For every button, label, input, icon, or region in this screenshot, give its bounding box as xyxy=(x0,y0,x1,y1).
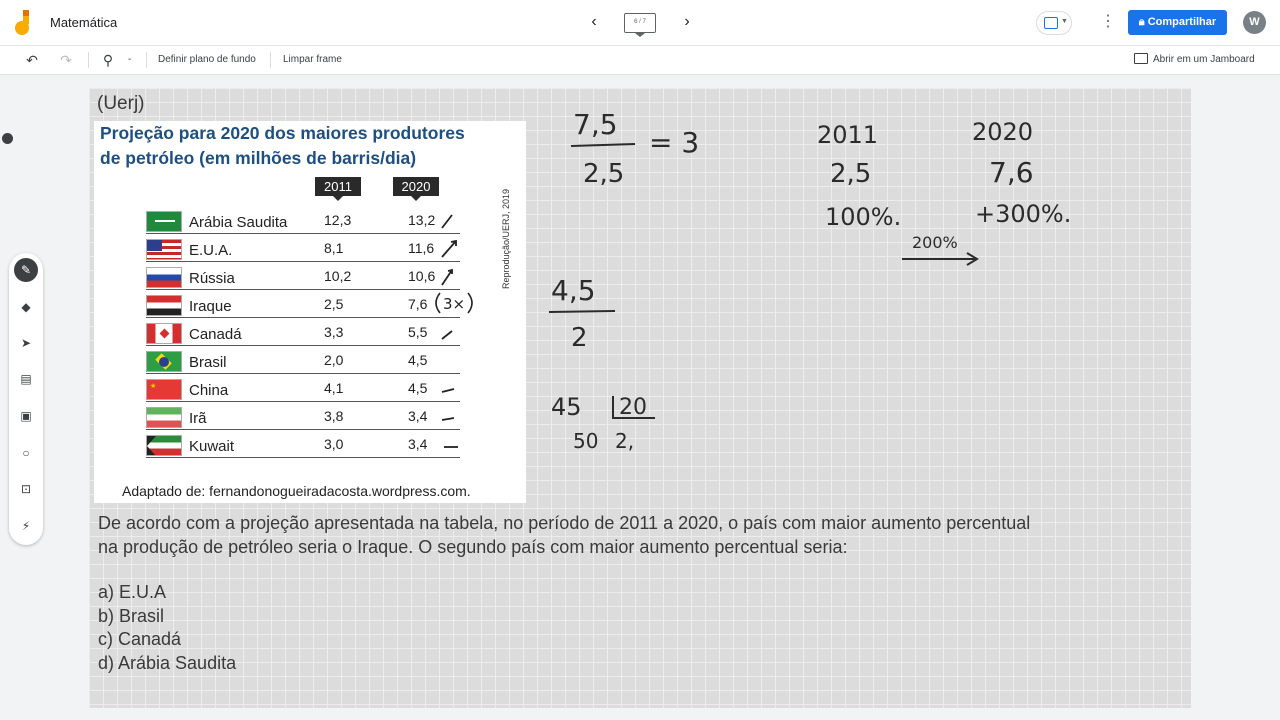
option-a: a) E.U.A xyxy=(98,582,167,602)
table-title-line1: Projeção para 2020 dos maiores produtores xyxy=(100,123,465,143)
pen-icon[interactable]: ✎ xyxy=(14,258,38,282)
laser-icon[interactable]: ⚡︎ xyxy=(21,519,31,533)
previous-frame-button[interactable]: ‹ xyxy=(591,13,597,30)
value-2011: 10,2 xyxy=(324,268,352,284)
value-2020: 4,5 xyxy=(408,352,428,368)
undo-icon[interactable]: ↶ xyxy=(26,52,38,68)
toolbar-divider xyxy=(270,52,271,68)
ink-division-divisor: 20 xyxy=(619,395,647,420)
lock-icon: 🔒︎ xyxy=(1138,16,1145,28)
china-flag-icon: ★ xyxy=(146,379,182,400)
present-button[interactable] xyxy=(1036,11,1072,35)
ink-fraction-bar xyxy=(549,311,615,312)
tool-palette xyxy=(9,253,43,545)
value-2020: 3,4 xyxy=(408,408,428,424)
value-2011: 2,5 xyxy=(324,296,344,312)
top-bar xyxy=(0,0,1280,46)
ink-frac1-denominator: 2,5 xyxy=(583,159,625,189)
ink-layer xyxy=(89,88,1191,708)
country-name: Kuwait xyxy=(189,438,235,455)
circle-icon[interactable]: ○ xyxy=(22,446,30,460)
clear-frame-button[interactable]: Limpar frame xyxy=(283,54,342,65)
set-background-button[interactable]: Definir plano de fundo xyxy=(158,54,256,65)
zoom-icon[interactable]: ⚲ xyxy=(102,52,114,68)
eraser-icon[interactable]: ◆ xyxy=(21,300,31,314)
toolbar-divider xyxy=(88,52,89,68)
present-icon xyxy=(1044,17,1058,29)
value-2020: 13,2 xyxy=(408,212,436,228)
ink-arrow xyxy=(902,253,977,265)
next-frame-button[interactable]: › xyxy=(684,13,690,30)
value-2011: 3,3 xyxy=(324,324,344,340)
image-icon[interactable]: ▣ xyxy=(20,409,32,423)
value-2020: 3,4 xyxy=(408,436,428,452)
option-b: b) Brasil xyxy=(98,605,165,626)
value-2011: 2,0 xyxy=(324,352,344,368)
toolbar xyxy=(0,46,1280,75)
column-header-2011: 2011 xyxy=(315,177,361,196)
ink-value-2020: 7,6 xyxy=(989,156,1034,189)
ink-percent-100: 100%. xyxy=(825,203,902,231)
value-2020: 4,5 xyxy=(408,380,428,396)
avatar[interactable]: W xyxy=(1243,11,1266,34)
ink-fraction-bar xyxy=(571,144,635,146)
toolbar-divider xyxy=(146,52,147,68)
value-2020: 11,6 xyxy=(408,240,435,256)
ink-division-quotient: 2, xyxy=(615,429,635,453)
value-2011: 8,1 xyxy=(324,240,344,256)
open-in-jamboard-button[interactable] xyxy=(1134,53,1255,65)
iraque-note: 3× xyxy=(443,295,466,313)
sticky-note-icon[interactable]: ▤ xyxy=(20,372,32,386)
table-title-line2: de petróleo (em milhões de barris/dia) xyxy=(100,148,417,168)
image-credit-text: Reprodução/UERJ, 2019 xyxy=(501,188,511,289)
value-2020: 10,6 xyxy=(408,268,436,284)
redo-icon[interactable]: ↷ xyxy=(60,52,72,68)
ink-frac1-numerator: 7,5 xyxy=(573,108,618,141)
jam-canvas[interactable] xyxy=(89,88,1191,708)
value-2011: 3,0 xyxy=(324,436,344,452)
chevron-down-icon: ▼ xyxy=(1061,18,1068,25)
ink-year-2011: 2011 xyxy=(817,121,879,149)
country-name: Arábia Saudita xyxy=(189,214,288,231)
frame-indicator-label: 6 / 7 xyxy=(634,19,646,25)
value-2011: 4,1 xyxy=(324,380,344,396)
text-box-icon[interactable]: ⊡ xyxy=(20,482,32,496)
country-name: E.U.A. xyxy=(189,242,233,259)
jamboard-logo-icon[interactable] xyxy=(14,10,36,36)
country-name: Iraque xyxy=(189,298,232,315)
country-name: Brasil xyxy=(189,354,227,371)
select-icon[interactable]: ➤ xyxy=(20,336,32,350)
country-name: Irã xyxy=(189,410,207,427)
ink-division-dividend: 45 xyxy=(551,393,582,421)
country-name: Canadá xyxy=(189,326,242,343)
ink-frac2-numerator: 4,5 xyxy=(551,274,596,307)
ink-arrow-label: 200% xyxy=(912,233,958,252)
ink-frac2-denominator: 2 xyxy=(571,323,588,353)
question-text xyxy=(98,511,1158,559)
ink-frac1-result: = 3 xyxy=(649,126,700,159)
frame-indicator[interactable] xyxy=(624,13,656,33)
question-line2: na produção de petróleo seria o Iraque. O segundo país com maior aumento percentual seria: xyxy=(98,537,848,557)
source-tag: (Uerj) xyxy=(97,93,145,114)
country-name: China xyxy=(189,382,229,399)
open-in-jamboard-label: Abrir em um Jamboard xyxy=(1153,54,1255,65)
more-options-icon[interactable]: ⋮ xyxy=(1100,13,1116,30)
ink-division-remainder: 50 xyxy=(573,429,599,453)
value-2011: 12,3 xyxy=(324,212,352,228)
ink-value-2011: 2,5 xyxy=(830,159,872,189)
share-button-label: Compartilhar xyxy=(1147,16,1217,28)
value-2020: 7,6 xyxy=(408,296,428,312)
value-2020: 5,5 xyxy=(408,324,428,340)
question-line1: De acordo com a projeção apresentada na tabela, no período de 2011 a 2020, o país com maior aumento percentual xyxy=(98,513,1031,533)
option-d: d) Arábia Saudita xyxy=(98,652,237,673)
value-2011: 3,8 xyxy=(324,408,344,424)
share-button[interactable] xyxy=(1128,10,1227,35)
answer-options xyxy=(98,581,236,675)
country-name: Rússia xyxy=(189,270,235,287)
table-source: Adaptado de: fernandonogueiradacosta.wordpress.com. xyxy=(122,483,471,499)
option-c: c) Canadá xyxy=(98,629,182,649)
zoom-dropdown[interactable]: - xyxy=(128,54,132,65)
ink-percent-300: +300%. xyxy=(975,200,1072,228)
open-jamboard-icon xyxy=(1134,53,1148,64)
document-title[interactable]: Matemática xyxy=(50,15,118,30)
cursor-dot xyxy=(2,133,13,144)
ink-year-2020: 2020 xyxy=(972,118,1034,146)
column-header-2020: 2020 xyxy=(393,177,439,196)
